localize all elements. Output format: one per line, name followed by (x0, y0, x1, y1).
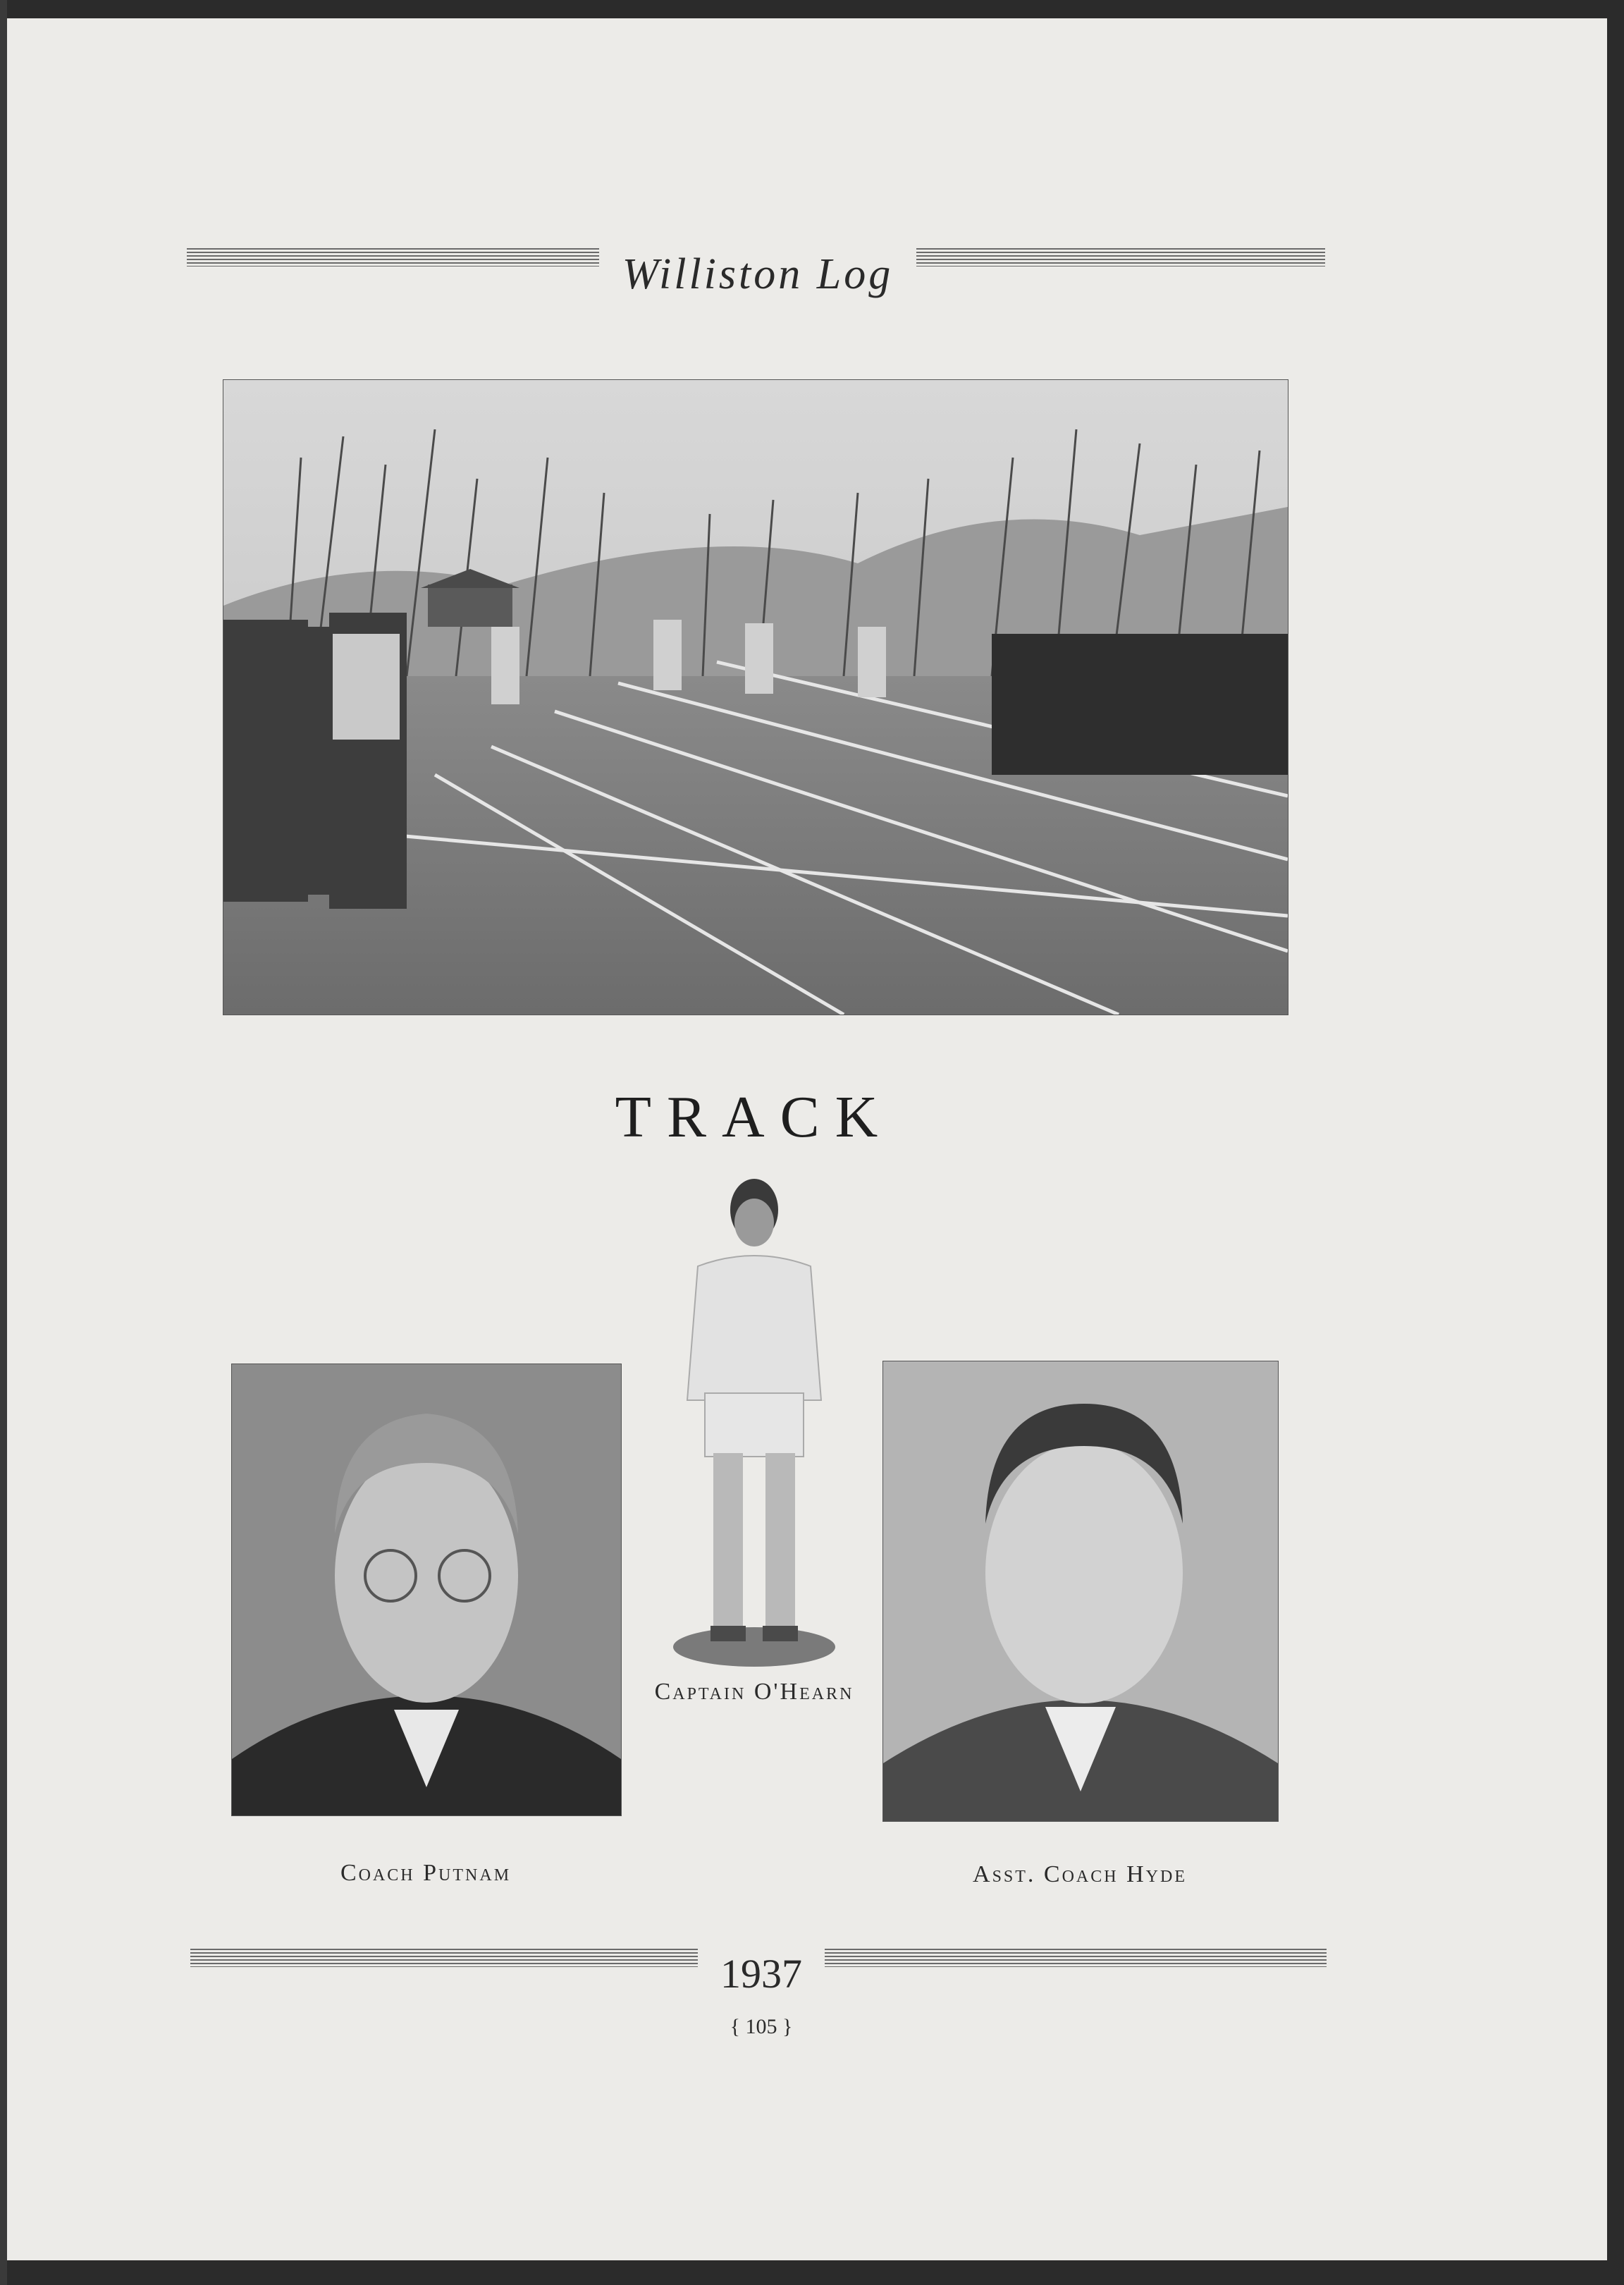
captain-ohearn-photo (670, 1168, 839, 1675)
track-race-photo (223, 379, 1288, 1015)
footer-rule-right (825, 1949, 1327, 1967)
footer-year: 1937 (720, 1951, 802, 1997)
header-title: Williston Log (622, 250, 894, 298)
footer-rule-left (190, 1949, 698, 1967)
page-spine-edge (0, 0, 7, 2285)
caption-captain: Captain O'Hearn (654, 1679, 854, 1705)
yearbook-page (7, 18, 1607, 2260)
caption-coach-putnam: Coach Putnam (340, 1860, 512, 1886)
page-number: { 105 } (730, 2015, 793, 2038)
caption-asst-coach-hyde: Asst. Coach Hyde (973, 1861, 1187, 1887)
section-title: TRACK (615, 1084, 894, 1150)
asst-coach-hyde-portrait (882, 1361, 1279, 1822)
coach-putnam-portrait (231, 1364, 622, 1816)
header-rule-right (916, 248, 1325, 267)
header-rule-left (187, 248, 599, 267)
